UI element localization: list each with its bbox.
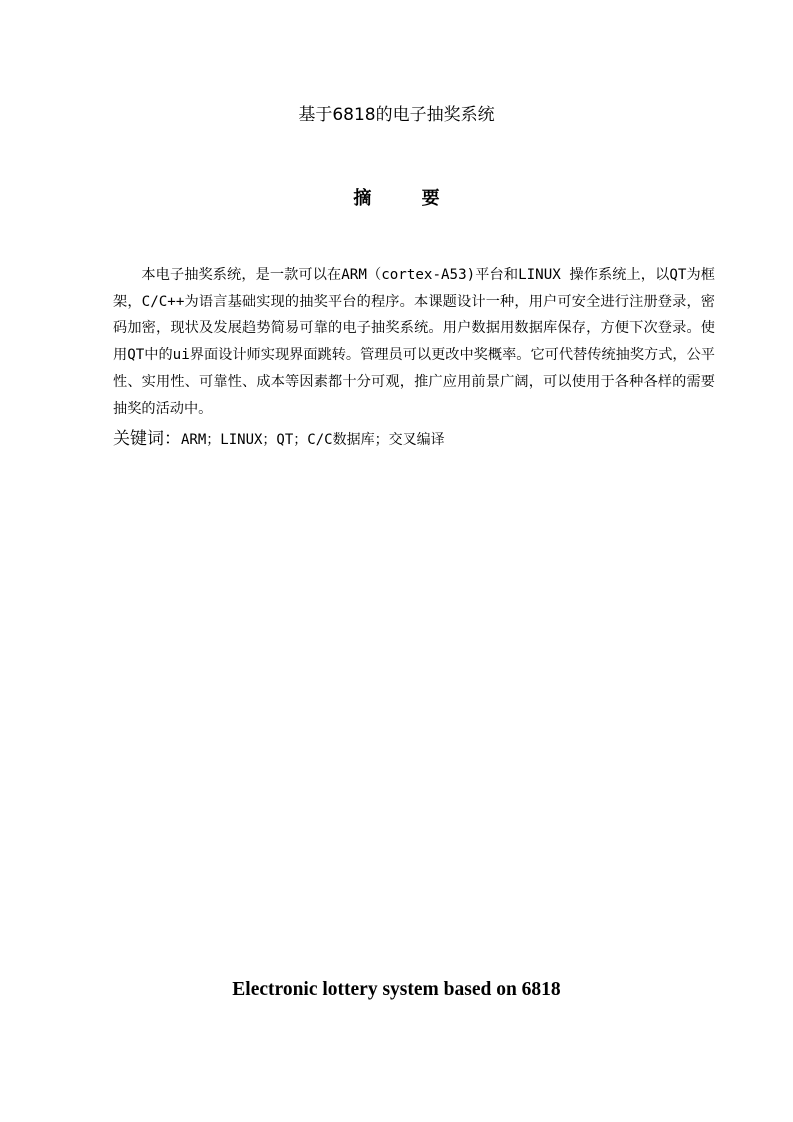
keywords-text: ARM；LINUX；QT；C/C数据库；交叉编译: [181, 432, 445, 448]
abstract-body: 本电子抽奖系统，是一款可以在ARM（cortex-A53)平台和LINUX 操作系统上，以QT为框架，C/C++为语言基础实现的抽奖平台的程序。本课题设计一种，用户可安全进行注册登录，密码加密，现状及发展趋势简易可靠的电子抽奖系统。用户数据用数据库保存，方便下次登录。使用QT中的ui界面设计师实现界面跳转。管理员可以更改中奖概率。它可代替传统抽奖方式，公平性、实用性、可靠性、成本等因素都十分可观，推广应用前景广阔，可以使用于各种各样的需要抽奖的活动中。: [113, 267, 715, 417]
document-title: 基于6818的电子抽奖系统: [298, 105, 495, 125]
keywords-line: [113, 426, 445, 453]
abstract-heading: 摘 要: [353, 188, 462, 209]
keywords-label: 关键词：: [113, 429, 181, 449]
english-title: Electronic lottery system based on 6818: [232, 979, 561, 1000]
